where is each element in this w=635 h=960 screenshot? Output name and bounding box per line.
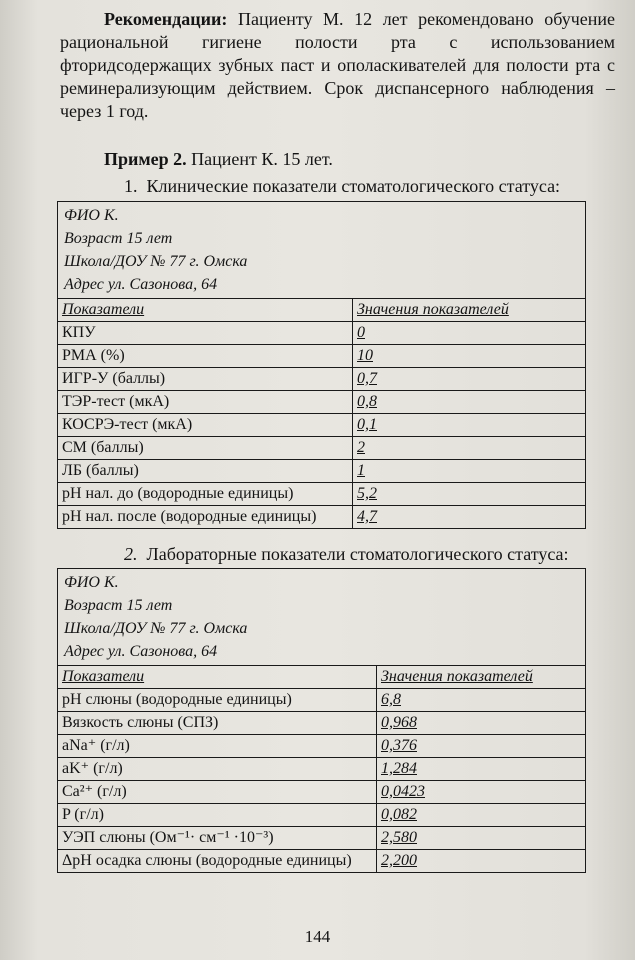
- table-row: [58, 850, 586, 873]
- value-text: 2,580: [381, 829, 417, 846]
- value-text: 2: [357, 439, 365, 456]
- table-row: [58, 506, 586, 529]
- table-row: [58, 345, 586, 368]
- param-cell: Ca²⁺ (г/л): [58, 781, 377, 804]
- value-cell: [353, 391, 586, 414]
- value-cell: [377, 827, 586, 850]
- section2-title: Лабораторные показатели стоматологического статуса:: [146, 544, 569, 564]
- table-row: [58, 391, 586, 414]
- param-cell: aNa⁺ (г/л): [58, 735, 377, 758]
- example-label: Пример 2.: [104, 149, 187, 169]
- patient-age: Возраст 15 лет: [64, 597, 173, 614]
- patient-info-cell: [58, 202, 586, 299]
- table-row: [58, 689, 586, 712]
- table-row: [58, 322, 586, 345]
- table-row: [58, 827, 586, 850]
- table-row: [58, 758, 586, 781]
- value-cell: [353, 483, 586, 506]
- recommendation-paragraph: [60, 8, 615, 123]
- value-text: 1: [357, 462, 365, 479]
- value-cell: [377, 781, 586, 804]
- header-param: Показатели: [58, 666, 377, 689]
- value-text: 10: [357, 347, 373, 364]
- patient-address: Адрес ул. Сазонова, 64: [64, 276, 218, 293]
- value-text: 0,082: [381, 806, 417, 823]
- header-value: Значения показателей: [377, 666, 586, 689]
- value-cell: [353, 460, 586, 483]
- table-row: [58, 483, 586, 506]
- value-text: 0,0423: [381, 783, 425, 800]
- value-text: 0,8: [357, 393, 377, 410]
- param-cell: pH нал. до (водородные единицы): [58, 483, 353, 506]
- param-cell: СМ (баллы): [58, 437, 353, 460]
- recommendation-text: Пациенту М. 12 лет рекомендовано обучение рациональной гигиене полости рта с использованием фторидсодержащих зубных паст и ополаскивателей для полости рта с реминерализующим действием. Срок диспансерного наблюдения – через 1 год.: [60, 9, 615, 121]
- param-cell: КПУ: [58, 322, 353, 345]
- section2-heading: [124, 543, 635, 566]
- param-cell: ИГР-У (баллы): [58, 368, 353, 391]
- value-cell: [377, 804, 586, 827]
- value-cell: [353, 414, 586, 437]
- table-row: [58, 712, 586, 735]
- value-cell: [353, 506, 586, 529]
- patient-name: ФИО К.: [64, 207, 119, 224]
- table-row: [58, 804, 586, 827]
- header-value: Значения показателей: [353, 299, 586, 322]
- value-cell: [377, 735, 586, 758]
- clinical-table: [57, 201, 586, 529]
- table-row: [58, 368, 586, 391]
- patient-name: ФИО К.: [64, 574, 119, 591]
- param-cell: Вязкость слюны (СПЗ): [58, 712, 377, 735]
- param-cell: КОСРЭ-тест (мкА): [58, 414, 353, 437]
- param-cell: РМА (%): [58, 345, 353, 368]
- value-cell: [353, 322, 586, 345]
- value-text: 6,8: [381, 691, 401, 708]
- value-text: 4,7: [357, 508, 377, 525]
- example-heading: [104, 148, 635, 171]
- lab-table: [57, 568, 586, 873]
- patient-school: Школа/ДОУ № 77 г. Омска: [64, 253, 248, 270]
- param-cell: aK⁺ (г/л): [58, 758, 377, 781]
- value-text: 0,7: [357, 370, 377, 387]
- param-cell: УЭП слюны (Ом⁻¹· см⁻¹ ·10⁻³): [58, 827, 377, 850]
- value-text: 0,968: [381, 714, 417, 731]
- value-text: 0: [357, 324, 365, 341]
- table-row: [58, 460, 586, 483]
- table-row: [58, 437, 586, 460]
- value-cell: [377, 850, 586, 873]
- value-cell: [377, 758, 586, 781]
- value-cell: [377, 689, 586, 712]
- value-cell: [377, 712, 586, 735]
- page-number: 144: [304, 927, 331, 946]
- table-row: [58, 735, 586, 758]
- value-cell: [353, 437, 586, 460]
- patient-info-cell: [58, 569, 586, 666]
- example-text: Пациент К. 15 лет.: [186, 149, 333, 169]
- patient-age: Возраст 15 лет: [64, 230, 173, 247]
- section1-number: 1.: [124, 176, 138, 196]
- param-cell: ЛБ (баллы): [58, 460, 353, 483]
- param-cell: pH слюны (водородные единицы): [58, 689, 377, 712]
- param-cell: ΔpH осадка слюны (водородные единицы): [58, 850, 377, 873]
- section1-title: Клинические показатели стоматологического статуса:: [146, 176, 561, 196]
- table-row: [58, 781, 586, 804]
- value-text: 0,1: [357, 416, 377, 433]
- value-cell: [353, 345, 586, 368]
- param-cell: ТЭР-тест (мкА): [58, 391, 353, 414]
- value-cell: [353, 368, 586, 391]
- param-cell: P (г/л): [58, 804, 377, 827]
- param-cell: pH нал. после (водородные единицы): [58, 506, 353, 529]
- recommendation-label: Рекомендации:: [104, 9, 228, 29]
- value-text: 1,284: [381, 760, 417, 777]
- section2-number: 2.: [124, 544, 138, 564]
- value-text: 0,376: [381, 737, 417, 754]
- section1-heading: [124, 175, 635, 198]
- value-text: 5,2: [357, 485, 377, 502]
- table-row: [58, 414, 586, 437]
- patient-school: Школа/ДОУ № 77 г. Омска: [64, 620, 248, 637]
- value-text: 2,200: [381, 852, 417, 869]
- header-param: Показатели: [58, 299, 353, 322]
- patient-address: Адрес ул. Сазонова, 64: [64, 643, 218, 660]
